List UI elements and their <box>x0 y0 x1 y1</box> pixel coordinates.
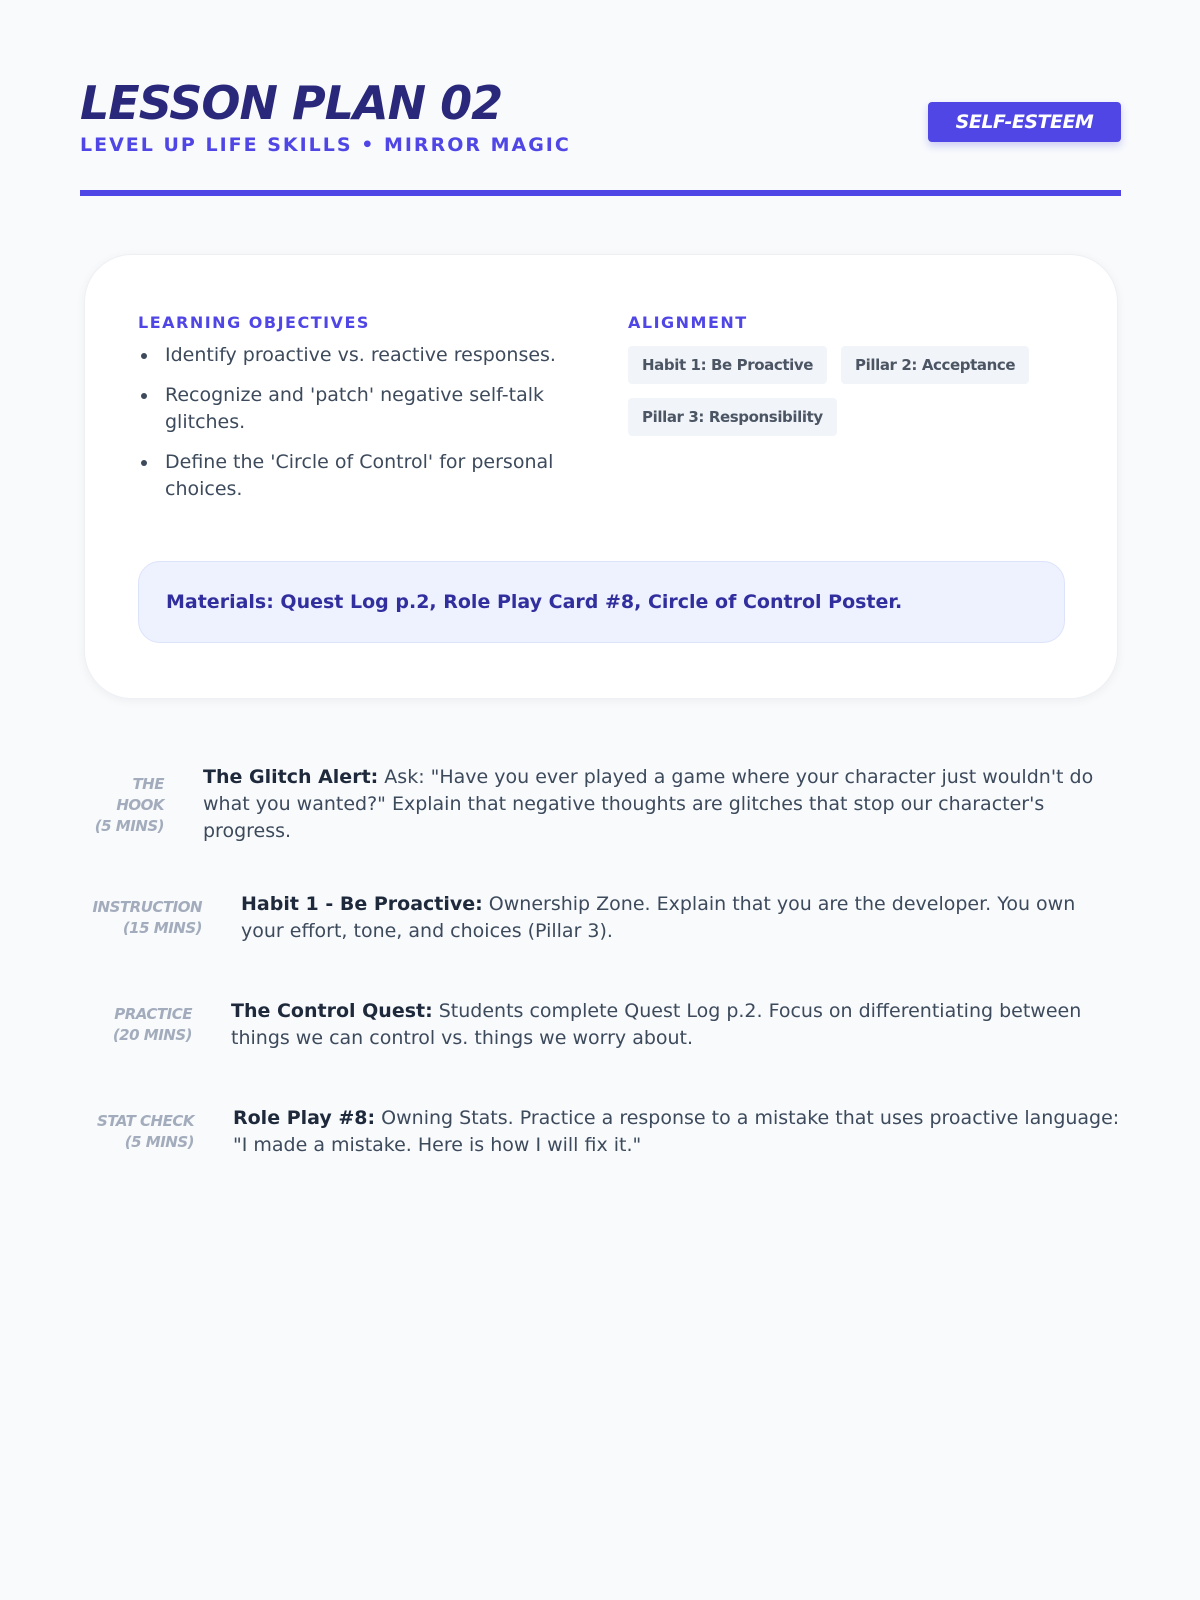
objectives-label: LEARNING OBJECTIVES <box>138 313 370 332</box>
agenda-phase: PRACTICE <box>114 1005 192 1023</box>
agenda-text <box>241 891 1121 945</box>
objective-item: Define the 'Circle of Control' for personal choices. <box>138 449 578 503</box>
agenda-time-label <box>80 1004 192 1046</box>
learning-objectives <box>138 313 578 516</box>
agenda-phase: THE HOOK <box>116 775 164 814</box>
agenda-description: Ownership Zone. Explain that you are the developer. You own your effort, tone, and choices (Pillar 3). <box>241 893 1076 942</box>
objective-item: Recognize and 'patch' negative self-talk glitches. <box>138 382 578 436</box>
agenda-duration: (5 MINS) <box>124 1133 194 1151</box>
agenda-duration: (5 MINS) <box>94 817 164 835</box>
alignment-label: ALIGNMENT <box>628 313 748 332</box>
objective-item: Identify proactive vs. reactive responses. <box>138 342 578 369</box>
alignment-section <box>628 313 1048 436</box>
page-title: LESSON PLAN 02 <box>80 76 503 130</box>
agenda-time-label <box>80 772 164 837</box>
alignment-chip: Pillar 2: Acceptance <box>841 346 1029 384</box>
agenda-description: Ask: "Have you ever played a game where your character just wouldn't do what you wanted?" Explain that negative thoughts are glitches that stop our character's progress. <box>203 766 1094 842</box>
agenda-title: Habit 1 - Be Proactive: <box>241 893 483 915</box>
objectives-list <box>138 342 578 503</box>
agenda-description: Students complete Quest Log p.2. Focus on differentiating between things we can control vs. things we worry about. <box>231 1000 1082 1049</box>
alignment-chip: Habit 1: Be Proactive <box>628 346 827 384</box>
agenda-phase: STAT CHECK <box>97 1112 194 1130</box>
agenda-title: The Glitch Alert: <box>203 766 379 788</box>
lesson-header <box>80 76 1121 156</box>
header-divider <box>80 190 1121 196</box>
materials-box: Materials: Quest Log p.2, Role Play Card #8, Circle of Control Poster. <box>138 561 1065 643</box>
agenda-row-hook <box>80 766 1123 845</box>
agenda-row-practice <box>80 1000 1111 1052</box>
agenda-text <box>231 998 1111 1052</box>
alignment-chips <box>628 346 1048 436</box>
overview-card <box>84 254 1118 699</box>
agenda-row-instruction <box>80 893 1121 945</box>
page-subtitle: LEVEL UP LIFE SKILLS • MIRROR MAGIC <box>80 134 571 156</box>
agenda-time-label <box>80 1111 194 1153</box>
agenda-duration: (15 MINS) <box>122 919 202 937</box>
agenda-time-label <box>80 897 202 939</box>
agenda-row-stat-check <box>80 1107 1123 1159</box>
agenda-text <box>233 1105 1123 1159</box>
agenda-text <box>203 764 1123 845</box>
topic-badge: SELF-ESTEEM <box>928 102 1121 142</box>
alignment-chip: Pillar 3: Responsibility <box>628 398 837 436</box>
agenda-phase: INSTRUCTION <box>92 898 202 916</box>
agenda-title: Role Play #8: <box>233 1107 376 1129</box>
agenda-duration: (20 MINS) <box>112 1026 192 1044</box>
agenda-description: Owning Stats. Practice a response to a mistake that uses proactive language: "I made a mistake. Here is how I will fix it." <box>233 1107 1120 1156</box>
agenda-title: The Control Quest: <box>231 1000 433 1022</box>
